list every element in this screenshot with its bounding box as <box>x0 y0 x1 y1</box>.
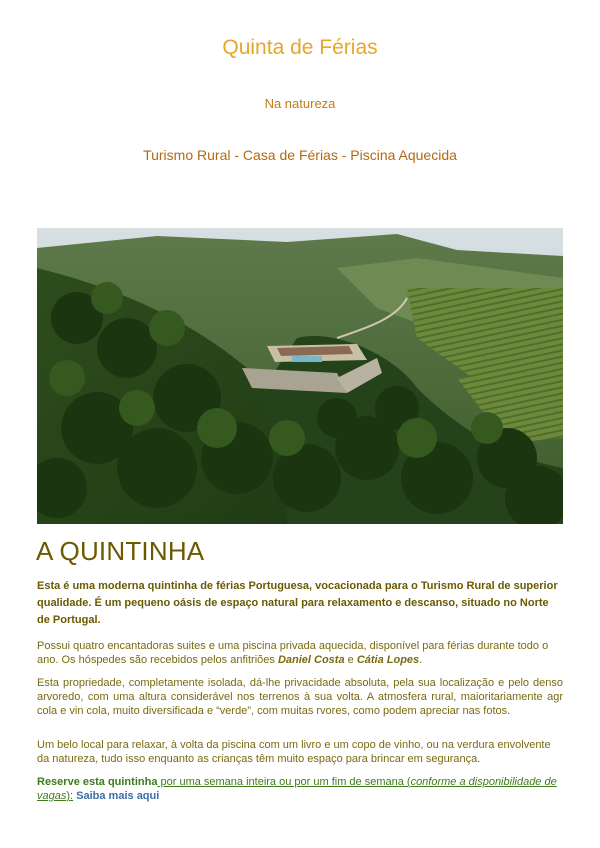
page-subtitle: Na natureza <box>264 96 336 111</box>
reserve-close: ): <box>66 790 74 802</box>
reserve-text: por uma semana inteira ou por um fim de semana ( <box>157 776 411 788</box>
paragraph-suites <box>37 639 563 667</box>
suites-end: . <box>419 654 423 666</box>
learn-more-link[interactable]: Saiba mais aqui <box>76 790 160 802</box>
host-name-1: Daniel Costa <box>277 654 345 666</box>
section-heading: A QUINTINHA <box>36 536 205 566</box>
availability-note: conforme a disponibilidade de vagas <box>37 776 557 802</box>
hero-photo <box>37 228 563 524</box>
paragraph-property: Esta propriedade, completamente isolada, dá-lhe privacidade absoluta, pela sua localização e pelo denso arvoredo, com uma altura considerável nos terrenos à sua volta. A atmosfera rural, maioritariamente agr cola e vin cola, muito diversificada e “verde”, com muitas rvores, como podem apreciar nas fotos. <box>37 677 563 717</box>
page-title: Quinta de Férias <box>222 36 378 59</box>
reserve-label: Reserve esta quintinha <box>37 776 158 788</box>
intro-paragraph: Esta é uma moderna quintinha de férias Portuguesa, vocacionada para o Turismo Rural de superior qualidade. É um pequeno oásis de espaço natural para relaxamento e descanso, situado no Norte de Portugal. <box>37 580 558 626</box>
paragraph-relax: Um belo local para relaxar, à volta da piscina com um livro e um copo de vinho, ou na verdura envolvente da natureza, tudo isso enquanto as crianças têm muito espaço para brincar em segurança. <box>37 739 551 765</box>
suites-text: Possui quatro encantadoras suites e uma piscina privada aquecida, disponível para férias durante todo o ano. Os hóspedes são recebidos pelos anfitriões <box>37 640 549 666</box>
landscape-photo-icon <box>37 228 563 524</box>
host-name-2: Cátia Lopes <box>356 654 420 666</box>
host-conjunction: e <box>344 654 357 666</box>
page-tagline: Turismo Rural - Casa de Férias - Piscina Aquecida <box>143 147 457 163</box>
paragraph-reserve <box>37 775 563 803</box>
